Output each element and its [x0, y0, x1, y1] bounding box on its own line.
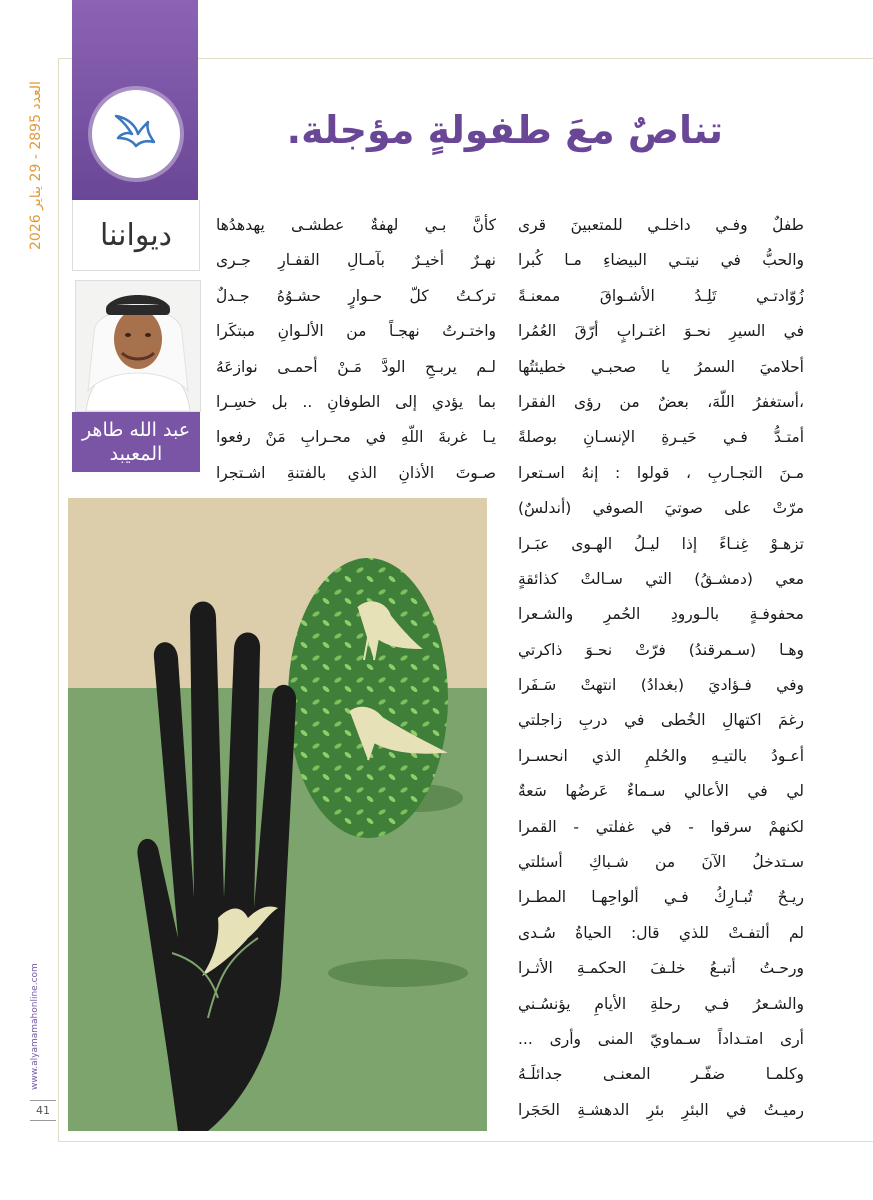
poem-line: تزهـوْ غِنـاءً إذا ليـلُ الهـوى عبَـرا [518, 534, 804, 553]
poem-line: تركـتُ كلّ حـوارٍ حشـوُهُ جـدلٌ [216, 286, 496, 305]
author-name-line1: عبد الله طاهر [81, 419, 191, 441]
dove-icon [106, 102, 166, 166]
poem-line: مـنَ التجـاربِ ، قولوا : إنهُ اسـتعرا [518, 463, 804, 482]
poem-line: سـتدخلُ الآنَ من شـباكِ أسئلتي [518, 853, 804, 872]
website-url[interactable]: www.alyamamahonline.com [30, 963, 40, 1090]
poem-line: لكنهمْ سرقوا - في غفلتي - القمرا [518, 817, 804, 836]
poem-line: أحلاميَ السمرُ يا صحبـي خطيئتُها [518, 357, 804, 376]
poem-line: زُوّادتـي تَلِـدُ الأشـواقَ ممعنـةً [518, 286, 804, 305]
poem-line: وفي فـؤاديَ (بغدادُ) انتهتْ سَـفَرا [518, 676, 804, 695]
poem-line: وكلمـا ضفّـر المعنـى جدائلَـهُ [518, 1065, 804, 1084]
poem-line: ،أستغفرُ اللّهَ، بعضٌ من رؤى الفقرا [518, 392, 804, 411]
author-name-line2: المعيبد [109, 443, 163, 465]
poem-line: رغمَ اكتهالِ الخُطى في دربِ زاجلتي [518, 711, 804, 730]
poem-left-column [216, 208, 496, 491]
page-number: 41 [30, 1100, 56, 1121]
poem-line: بما يؤدي إلى الطوفانِ .. بل خسِـرا [216, 392, 496, 411]
author-name [72, 412, 200, 472]
issue-date-line: العدد 2895 - 29 يناير 2026 [28, 81, 44, 250]
poem-line: ريـحٌ تُبـارِكُ فـي ألواحِهـا المطـرا [518, 888, 804, 907]
section-name: ديواننا [72, 200, 200, 271]
poem-line: مرّتْ على صوتيَ الصوفي (أندلسٌ) [518, 499, 804, 518]
poem-line: صـوتَ الأذانِ الذي بالفتنةِ اشـتجرا [216, 463, 496, 482]
poem-line: كأنَّ بـي لهفةٌ عطشـى يهدهدُها [216, 216, 496, 234]
poem-title: تناصٌ معَ طفولةٍ مؤجلة. [286, 108, 723, 152]
poem-line: لـم يربـحِ الودَّ مَـنْ أحمـى نوازعَهُ [216, 357, 496, 376]
section-logo [92, 90, 180, 178]
poem-line: أمتـدُّ فـي حَيـرةِ الإنسـانِ بوصلةً [518, 428, 804, 447]
poem-line: رميـتُ في البئرِ بئرِ الدهشـةِ الحَجَرا [518, 1100, 804, 1119]
poem-line: وهـا (سـمرقندُ) فرّتْ نحـوَ ذاكرتي [518, 640, 804, 659]
poem-line: واختـرتُ نهجـاً من الألـوانِ مبتكَرا [216, 322, 496, 341]
poem-line: ورحـتُ أتبـعُ خلـفَ الحكمـةِ الأثـرا [518, 959, 804, 978]
poem-line: أرى امتـداداً سـماويّ المنى وأرى ... [518, 1029, 804, 1048]
poem-line: نهـرٌ أخيـرٌ بآمـالِ القفـارِ جـرى [216, 251, 496, 270]
poem-illustration [68, 498, 487, 1131]
poem-line: معي (دمشـقُ) التي سـالتْ كذائقةٍ [518, 569, 804, 588]
poem-line: في السيرِ نحـوَ اغتـرابٍ أرّقَ العُمُرا [518, 322, 804, 341]
poem-line: لي في الأعالي سـماءٌ عَرضُها سَعةٌ [518, 782, 804, 801]
poem-line: يـا غربةَ اللّهِ في محـرابِ مَنْ رفعوا [216, 428, 496, 447]
poem-line: محفوفـةٍ بالـورودِ الحُمرِ والشـعرا [518, 605, 804, 624]
poem-line: أعـودُ بالتيـهِ والحُلمِ الذي انحسـرا [518, 746, 804, 765]
poem-line: والحبُّ في نيتـي البيضاءِ مـا كُبرا [518, 251, 804, 270]
poem-line: والشـعرُ فـي رحلةِ الأيامِ يؤنسُـني [518, 994, 804, 1013]
author-photo [75, 280, 201, 412]
poem-line: لم ألتفـتْ للذي قال: الحياةُ سُـدى [518, 923, 804, 942]
poem-right-column [518, 208, 804, 1128]
poem-line: طفلٌ وفـي داخلـي للمتعبينَ قرى [518, 216, 804, 234]
